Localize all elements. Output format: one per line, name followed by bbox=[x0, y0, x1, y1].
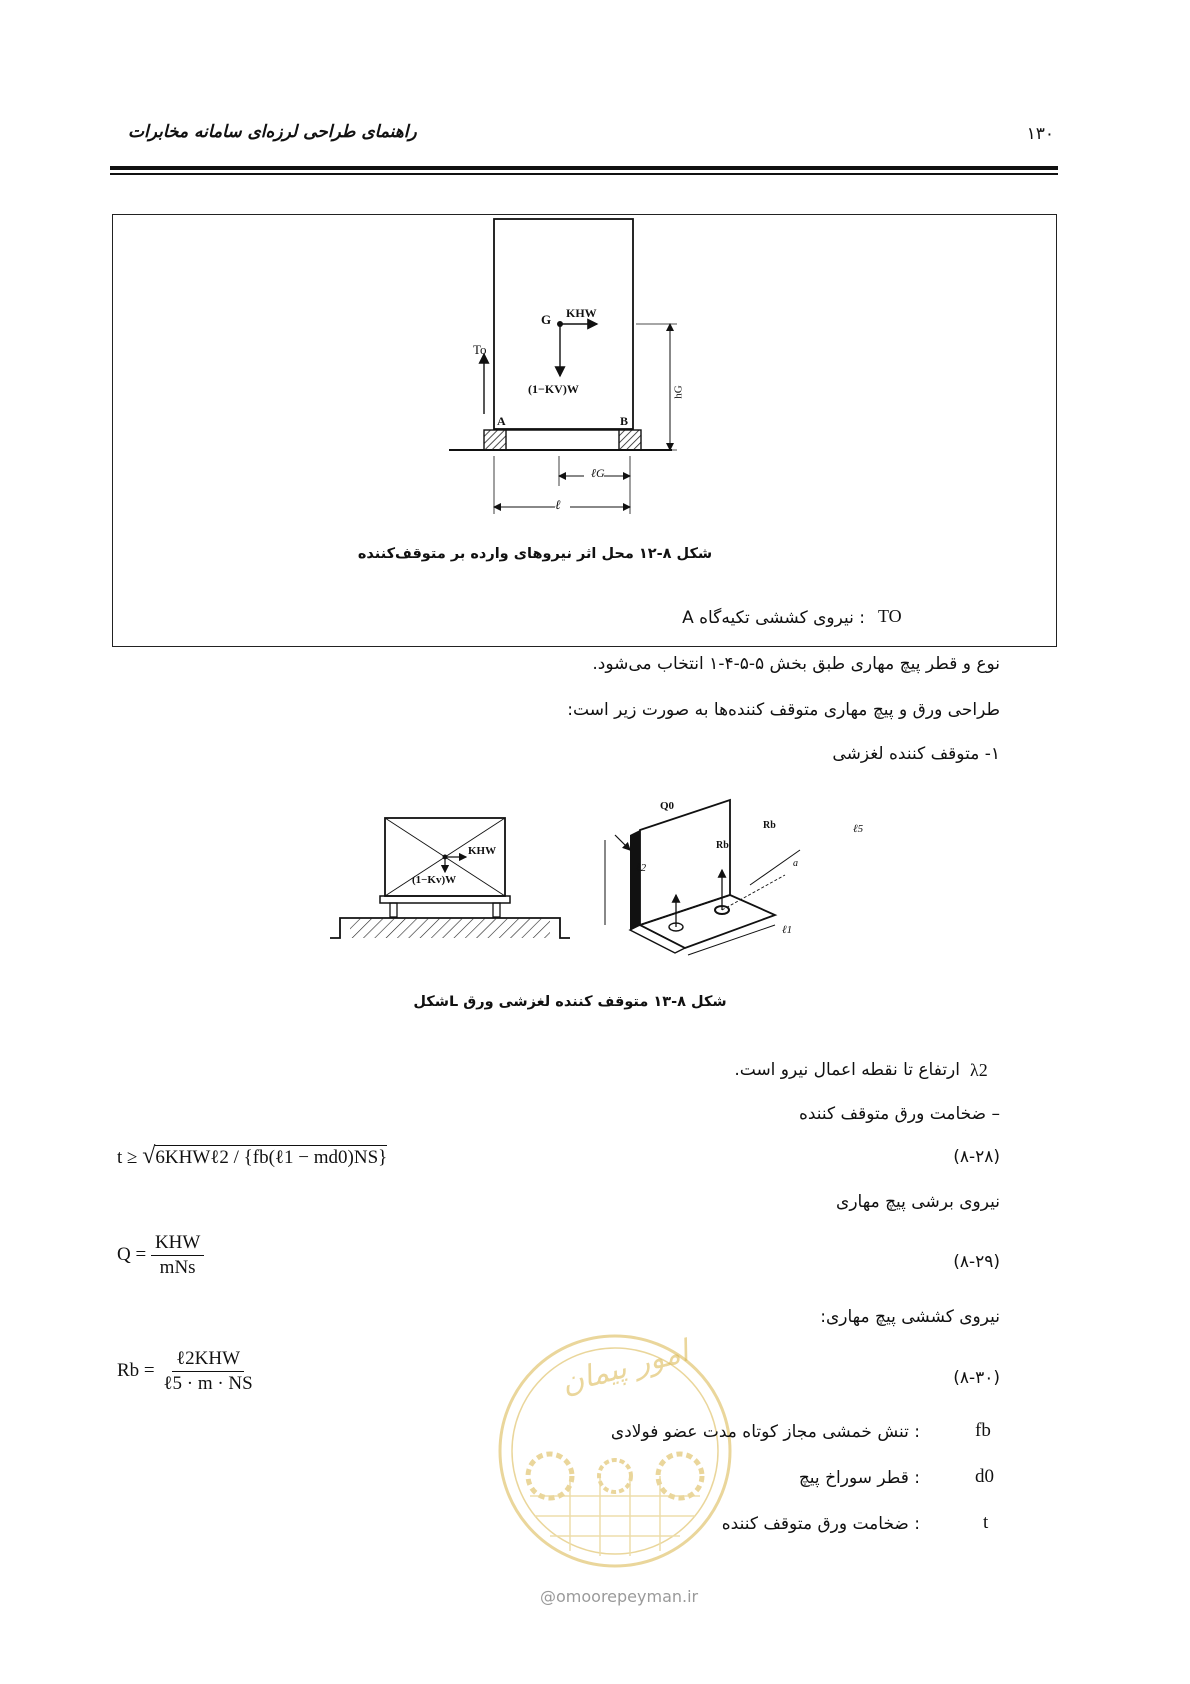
fig13-label-l1: ℓ1 bbox=[782, 924, 793, 936]
label-b: B bbox=[620, 414, 629, 428]
lambda-text: ارتفاع تا نقطه اعمال نیرو است. bbox=[734, 1060, 960, 1080]
page-number: ۱۳۰ bbox=[1026, 124, 1054, 144]
fig13-label-a: a bbox=[793, 858, 798, 869]
watermark-text: امور پیمان bbox=[557, 1333, 693, 1402]
header-rule-thick bbox=[110, 166, 1058, 170]
label-to: To bbox=[473, 342, 487, 357]
def-to-text: : نیروی کششی تکیه‌گاه A bbox=[682, 608, 865, 628]
figure-13-caption: شکل ۸-۱۳ متوقف کننده لغزشی ورق Lشکل bbox=[413, 994, 727, 1010]
thickness-heading: – ضخامت ورق متوقف کننده bbox=[798, 1104, 1000, 1124]
paragraph-bolt-type: نوع و قطر پیچ مهاری طبق بخش ۵-۵-۴-۱ انتخاب می‌شود. bbox=[592, 654, 1000, 674]
fig13-label-l5: ℓ5 bbox=[853, 823, 864, 835]
eq29-numerator: KHW bbox=[151, 1232, 204, 1256]
def-d0-symbol: d0 bbox=[975, 1466, 994, 1487]
support-b bbox=[619, 430, 641, 450]
eq28-radicand: 6KHWℓ2 / {fb(ℓ1 − md0)NS} bbox=[155, 1147, 388, 1168]
paragraph-slip-stopper: ۱- متوقف کننده لغزشی bbox=[832, 744, 1000, 764]
eq30-numerator: ℓ2KHW bbox=[172, 1348, 244, 1372]
def-fb-text: : تنش خمشی مجاز کوتاه مدت عضو فولادی bbox=[610, 1422, 920, 1442]
fig13-label-khw: KHW bbox=[468, 845, 497, 857]
fig13-label-l2: ℓ2 bbox=[636, 862, 647, 874]
fig13-label-q0: Q0 bbox=[660, 800, 675, 812]
figure-12-drawing bbox=[112, 214, 1055, 645]
def-d0-text: : قطر سوراخ پیچ bbox=[798, 1468, 920, 1488]
eq28-number: (۸-۲۸) bbox=[953, 1147, 1000, 1167]
eq28-lhs: t ≥ bbox=[117, 1147, 143, 1168]
fig13-label-rb-left: Rb bbox=[716, 840, 729, 851]
def-t-text: : ضخامت ورق متوقف کننده bbox=[721, 1514, 920, 1534]
label-khw: KHW bbox=[566, 306, 597, 320]
eq29-denominator: mNs bbox=[159, 1257, 196, 1278]
def-to-symbol: TO bbox=[878, 606, 902, 626]
label-hg: hG bbox=[672, 385, 685, 399]
label-lg: ℓG bbox=[591, 466, 605, 480]
eq30-number: (۸-۳۰) bbox=[953, 1368, 1000, 1388]
label-a: A bbox=[497, 414, 506, 428]
label-kvw: (1−KV)W bbox=[528, 382, 579, 396]
shear-heading: نیروی برشی پیچ مهاری bbox=[836, 1192, 1000, 1212]
eq29-number: (۸-۲۹) bbox=[953, 1252, 1000, 1272]
tension-heading: نیروی کششی پیچ مهاری: bbox=[820, 1307, 1000, 1327]
fig13-label-rb-right: Rb bbox=[763, 820, 776, 831]
def-t-symbol: t bbox=[983, 1512, 989, 1533]
header-rule-thin bbox=[110, 173, 1058, 175]
support-a bbox=[484, 430, 506, 450]
eq29-lhs: Q = bbox=[117, 1243, 147, 1265]
eq30-lhs: Rb = bbox=[117, 1359, 155, 1381]
equation-28: t ≥ √6KHWℓ2 / {fb(ℓ1 − md0)NS} bbox=[117, 1143, 388, 1169]
equation-30 bbox=[117, 1348, 257, 1395]
eq30-denominator: ℓ5 · m · NS bbox=[163, 1373, 253, 1394]
fig13-label-kvw: (1−Kv)W bbox=[412, 874, 457, 886]
running-title: راهنمای طراحی لرزه‌ای سامانه مخابرات bbox=[128, 122, 417, 142]
label-g: G bbox=[541, 312, 552, 327]
def-fb-symbol: fb bbox=[975, 1420, 991, 1441]
equation-29 bbox=[117, 1232, 204, 1279]
figure-12-caption: شکل ۸-۱۲ محل اثر نیروهای وارده بر متوقف‌کننده bbox=[357, 546, 713, 562]
label-l: ℓ bbox=[555, 497, 561, 512]
watermark-url: @omoorepeyman.ir bbox=[540, 1587, 699, 1606]
paragraph-design: طراحی ورق و پیچ مهاری متوقف کننده‌ها به صورت زیر است: bbox=[567, 700, 1000, 720]
lambda-symbol: λ2 bbox=[970, 1060, 988, 1080]
